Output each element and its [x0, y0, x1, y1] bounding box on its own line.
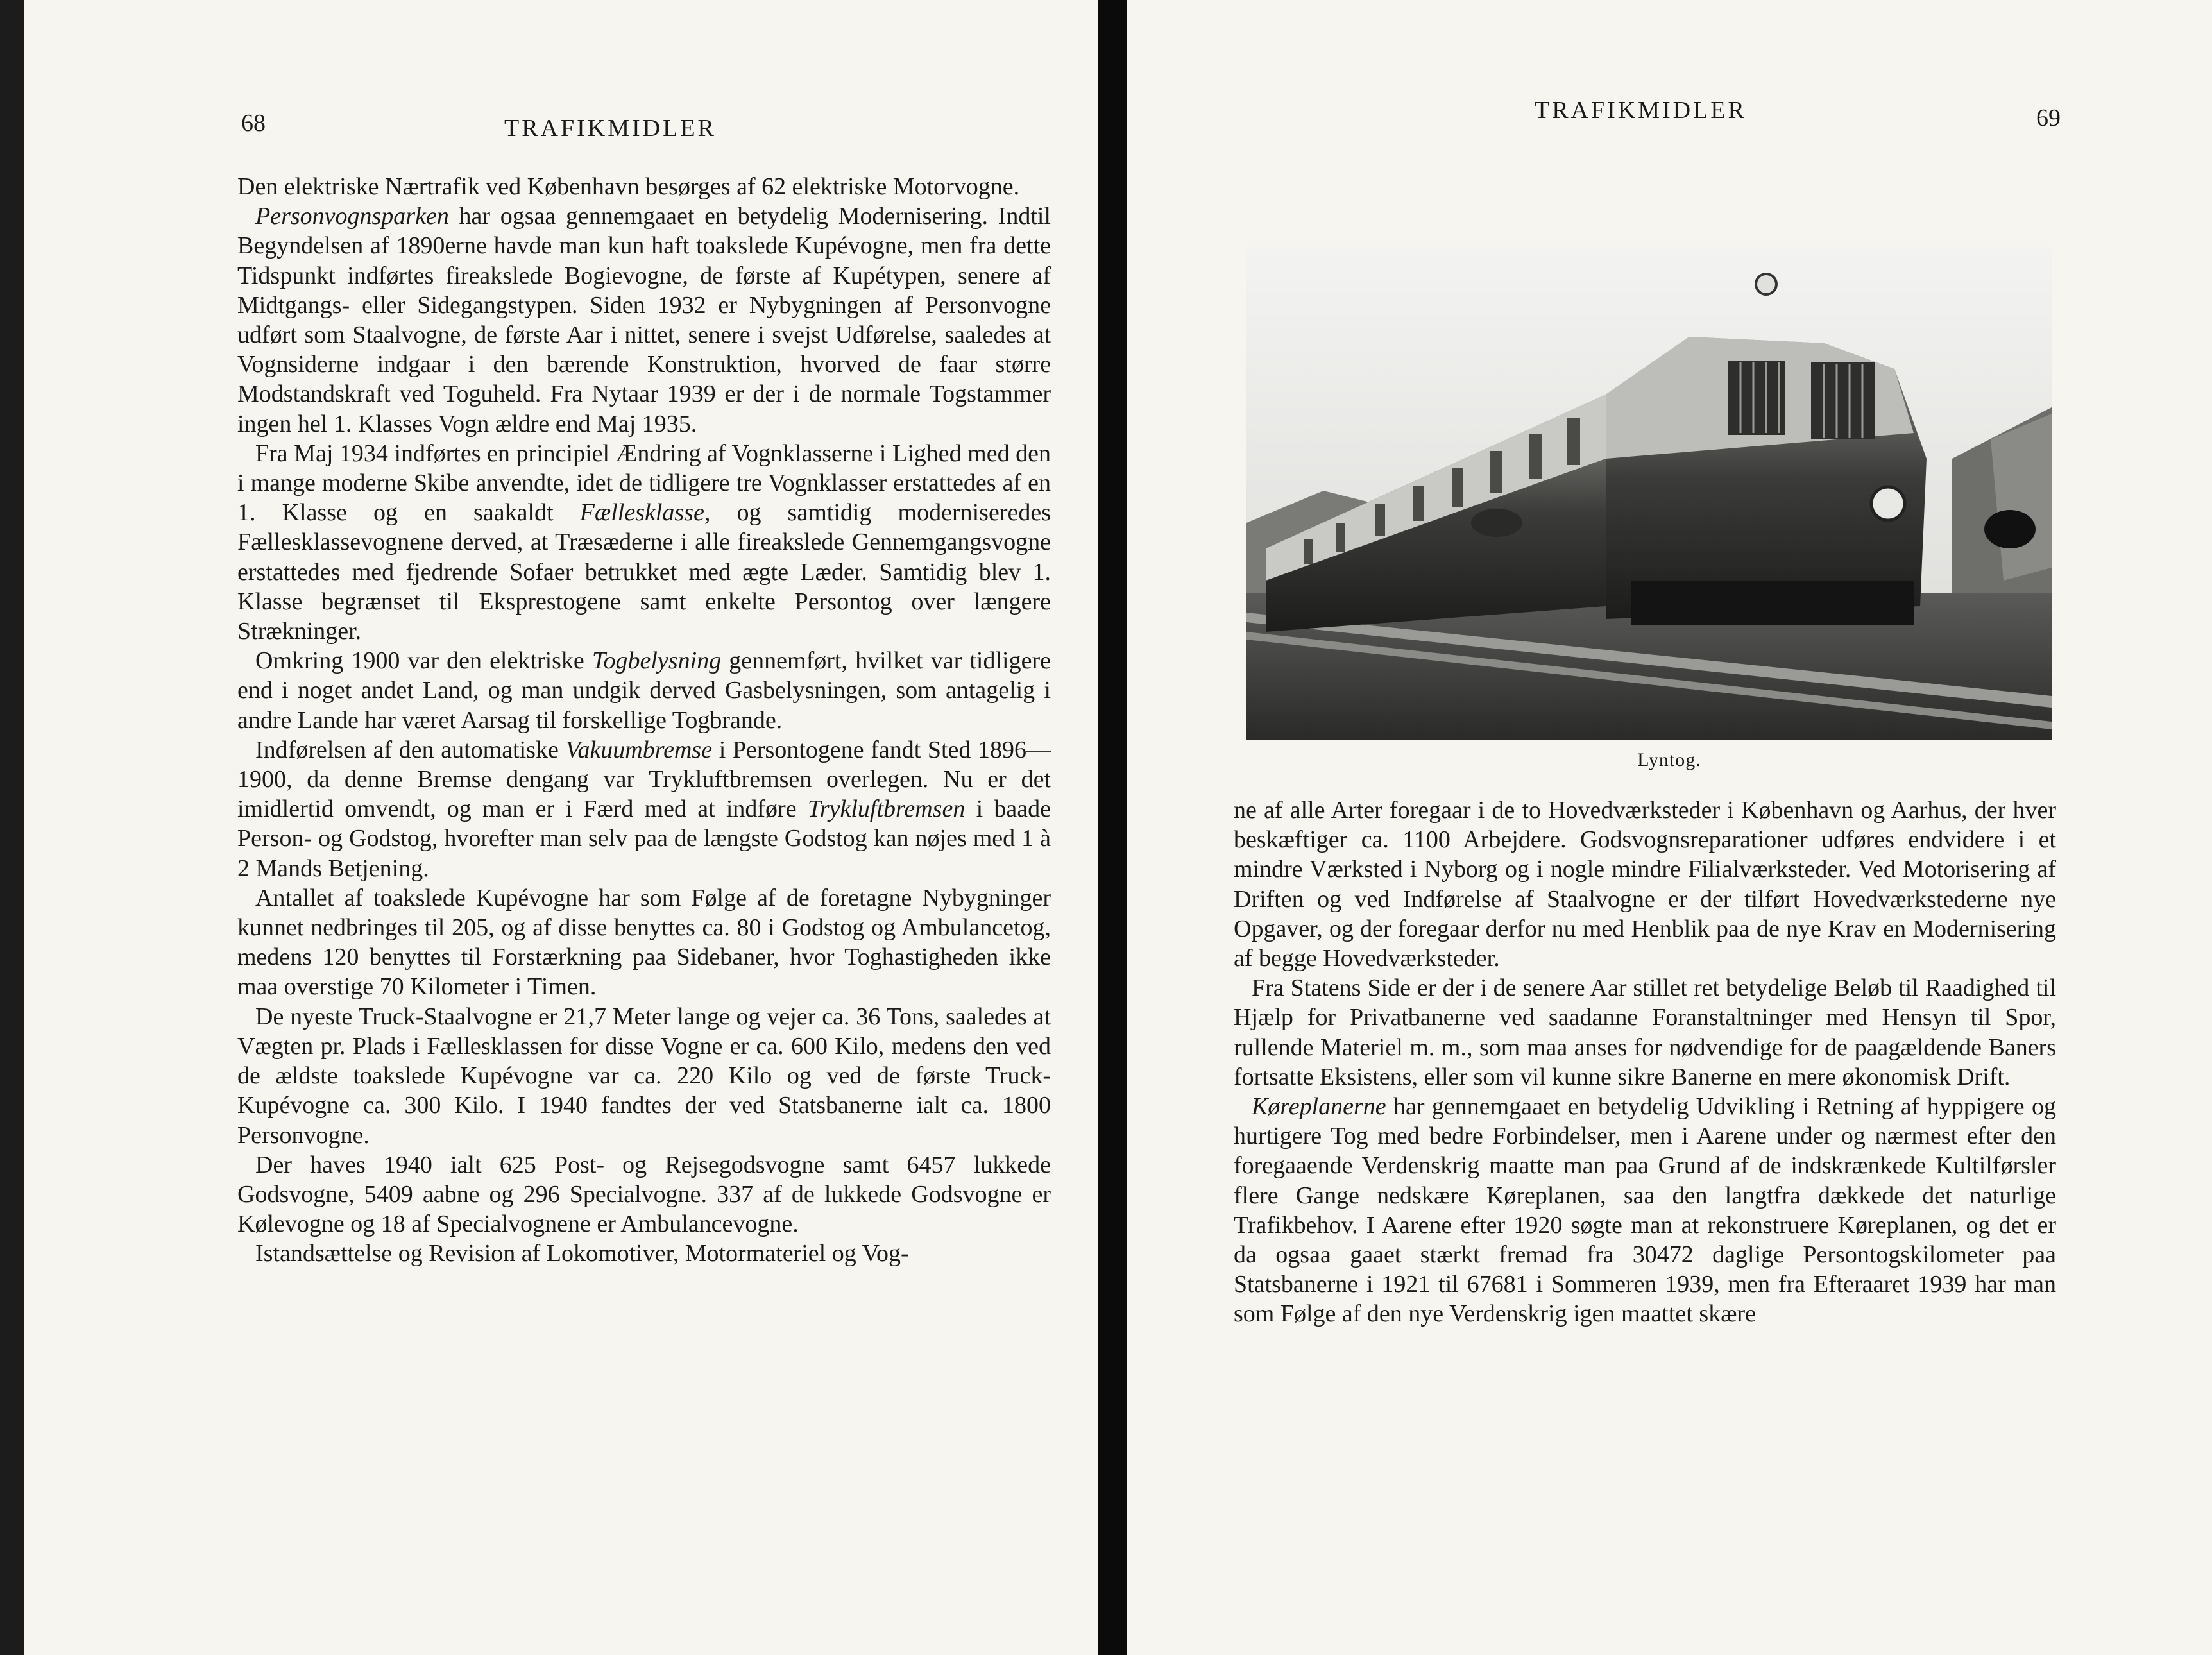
paragraph: De nyeste Truck-Staalvogne er 21,7 Meter lange og vejer ca. 36 Tons, saaledes at Vægten pr. Plads i Fællesklassen for disse Vogne er ca. 600 Kilo, medens den ved de ældste toakslede Kupévogne var ca. 220 Kilo og ved de første Truck-Kupévogne ca. 300 Kilo. I 1940 fandtes der ved Statsbanerne ialt ca. 1800 Personvogne. — [237, 1003, 1051, 1149]
lyntog-train-illustration — [1246, 247, 2052, 740]
left-page — [0, 0, 1098, 1655]
paragraph: Fra Statens Side er der i de senere Aar stillet ret betydelige Beløb til Raadighed til Hjælp for Privatbanerne ved saadanne Foranstaltninger med Hensyn til Spor, rullende Materiel m. m., som maa anses for nødvendige for de paagældende Baners fortsatte Eksistens, eller som vil kunne sikre Banerne en mere økonomisk Drift. — [1234, 974, 2056, 1091]
page-number-left: 68 — [241, 110, 266, 137]
paragraph: Køreplanerne har gennemgaaet en betydelig Udvikling i Retning af hyppigere og hurtigere Tog med bedre Forbindelser, men i Aarene under og nærmest efter den foregaaende Verdenskrig maatte man paa Grund af de indskrænkede Kultilførsler flere Gange nedskære Køreplanen, saa den langtfra dækkede det naturlige Trafikbehov. I Aarene efter 1920 søgte man at rekonstruere Køreplanen, og det er da ogsaa gaaet stærkt fremad fra 30472 daglige Persontogskilometer paa Statsbanerne i 1921 til 67681 i Sommeren 1939, men fra Efteraaret 1939 har man som Følge af den nye Verdenskrig igen maattet skære — [1234, 1093, 2056, 1328]
train-photograph — [1246, 247, 2052, 740]
left-body-text — [237, 172, 1051, 1269]
running-head-right: TRAFIKMIDLER — [1535, 97, 1747, 124]
paragraph: Personvognsparken har ogsaa gennemgaaet en betydelig Modernisering. Indtil Begyndelsen af 1890erne havde man kun haft toakslede Kupévogne, men fra dette Tidspunkt indførtes fireakslede Bogievogne, de første af Kupétypen, senere af Midtgangs- eller Sidegangstypen. Siden 1932 er Nybygningen af Personvogne udført som Staalvogne, de første Aar i nittet, senere i svejst Udførelse, saaledes at Vognsiderne indgaar i den bærende Konstruktion, hvorved de faar større Modstandskraft ved Toguheld. Fra Nytaar 1939 er der i de normale Togstammer ingen hel 1. Klasses Vogn ældre end Maj 1935. — [237, 203, 1051, 437]
paragraph: Den elektriske Nærtrafik ved København besørges af 62 elektriske Motorvogne. — [237, 173, 1020, 200]
running-head-left: TRAFIKMIDLER — [504, 115, 717, 142]
paragraph: Omkring 1900 var den elektriske Togbelysning gennemført, hvilket var tidligere end i noget andet Land, og man undgik derved Gasbelysningen, som antagelig i andre Lande har været Aarsag til forskellige Togbrande. — [237, 647, 1051, 734]
figure-caption: Lyntog. — [1637, 749, 1701, 770]
paragraph: Indførelsen af den automatiske Vakuumbremse i Persontogene fandt Sted 1896—1900, da denne Bremse dengang var Trykluftbremsen overlegen. Nu er det imidlertid omvendt, og man er i Færd med at indføre Trykluftbremsen i baade Person- og Godstog, hvorefter man selv paa de længste Godstog kan nøjes med 1 à 2 Mands Betjening. — [237, 736, 1051, 882]
page-number-right: 69 — [2036, 105, 2061, 132]
right-body-text — [1234, 795, 2056, 1329]
paragraph: Der haves 1940 ialt 625 Post- og Rejsegodsvogne samt 6457 lukkede Godsvogne, 5409 aabne og 296 Specialvogne. 337 af de lukkede Godsvogne er Kølevogne og 18 af Specialvognene er Ambulancevogne. — [237, 1151, 1051, 1238]
book-gutter — [1098, 0, 1127, 1655]
paragraph: Antallet af toakslede Kupévogne har som Følge af de foretagne Nybygninger kunnet nedbringes til 205, og af disse benyttes ca. 80 i Godstog og Ambulancetog, medens 120 benyttes til Forstærkning paa Sidebaner, hvor Toghastigheden ikke maa overstige 70 Kilometer i Timen. — [237, 884, 1051, 1001]
paragraph: Istandsættelse og Revision af Lokomotiver, Motormateriel og Vog- — [255, 1240, 909, 1268]
right-page — [1127, 0, 2212, 1655]
paragraph: ne af alle Arter foregaar i de to Hovedværksteder i København og Aarhus, der hver beskæftiger ca. 1100 Arbejdere. Godsvognsreparationer udføres endvidere i et mindre Værksted i Nyborg og i nogle mindre Filialværksteder. Ved Motorisering af Driften og ved Indførelse af Staalvogne er der tilført Hovedværkstederne nye Opgaver, og der foregaar derfor nu med Henblik paa de nye Krav en Modernisering af begge Hovedværksteder. — [1234, 797, 2056, 972]
paragraph: Fra Maj 1934 indførtes en principiel Ændring af Vognklasserne i Lighed med den i mange moderne Skibe anvendte, idet de tidligere tre Vognklasser erstattedes af en 1. Klasse og en saakaldt Fællesklasse, og samtidig moderniseredes Fællesklassevognene derved, at Træsæderne i alle fireakslede Gennemgangsvogne erstattedes med fjedrende Sofaer betrukket med ægte Læder. Samtidig blev 1. Klasse begrænset til Eksprestogene samt enkelte Persontog over længere Strækninger. — [237, 439, 1051, 645]
